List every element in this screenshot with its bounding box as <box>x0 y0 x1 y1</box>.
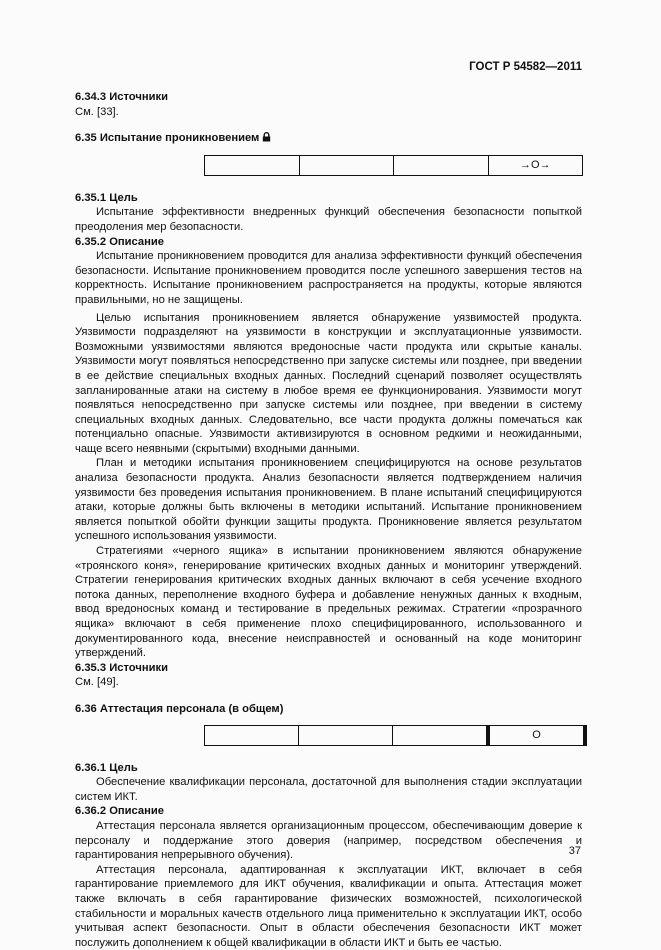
lifecycle-cell: O <box>532 728 541 741</box>
section-title: 6.35 Испытание проникновением <box>75 132 260 145</box>
paragraph: Обеспечение квалификации персонала, достаточной для выполнения стадии эксплуатации систем ИКТ. <box>75 776 582 803</box>
paragraph: Аттестация персонала является организационным процессом, обеспечивающим доверие к персоналу и поддержание этого доверия (например, посредством обеспечения и гарантирования непрерывного обучения). <box>75 819 582 862</box>
lifecycle-cell: →O→ <box>489 156 584 175</box>
section-heading-6-35-2: 6.35.2 Описание <box>75 235 164 248</box>
padlock-icon <box>262 132 271 147</box>
paragraph: Испытание проникновением проводится для анализа эффективности функций обеспечения безопасности. Испытание проникновением проводится после успешного завершения тестов на корректность. Испытание проникновением распространяется на продукты, которые являются правильными, но не защищены. <box>75 250 582 306</box>
lifecycle-cell <box>300 156 395 175</box>
section-heading-6-36-1: 6.36.1 Цель <box>75 761 138 774</box>
lifecycle-cell <box>205 156 300 175</box>
section-heading-6-36: 6.36 Аттестация персонала (в общем) <box>75 702 284 715</box>
section-heading-6-35 <box>75 131 582 147</box>
page-number: 37 <box>568 845 581 857</box>
section-heading-6-35-1: 6.35.1 Цель <box>75 191 138 204</box>
section-heading-6-34-3: 6.34.3 Источники <box>75 91 168 103</box>
reference-text: См. [49]. <box>75 676 119 689</box>
section-heading-6-35-3: 6.35.3 Источники <box>75 661 168 674</box>
paragraph: Испытание эффективности внедренных функций обеспечения безопасности попыткой преодоления мер безопасности. <box>75 206 582 233</box>
lifecycle-table <box>204 155 583 176</box>
paragraph: План и методики испытания проникновением специфицируются на основе результатов анализа безопасности продукта. Анализ безопасности является подтверждением наличия уязвимости без проведения испытания проникновением. В плане испытаний специфицируются атаки, которые должны быть включены в методики испытаний. Испытание проникновением является попыткой обойти функции защиты продукта. Проникновение является результатом успешного использования уязвимости. <box>75 457 582 543</box>
lifecycle-cell <box>394 156 489 175</box>
section-heading-6-36-2: 6.36.2 Описание <box>75 805 164 818</box>
document-body <box>75 90 582 950</box>
reference-text: См. [33]. <box>75 105 119 118</box>
paragraph: Аттестация персонала, адаптированная к эксплуатации ИКТ, включает в себя гарантирование приемлемого для ИКТ обучения, квалификации и опыта. Аттестация может также включать в себя гарантирование физических возможностей, психологической стабильности и моральных качеств отдельного лица применительно к эксплуатации ИКТ, особо учитывая аспект безопасности. Опыт в области обеспечения безопасности ИКТ может послужить дополнением к общей квалификации в области ИКТ и быть ее частью. <box>75 863 582 949</box>
lifecycle-table <box>204 725 587 746</box>
lifecycle-cell <box>205 726 299 745</box>
lifecycle-cell <box>299 726 393 745</box>
paragraph: Целью испытания проникновением является обнаружение уязвимостей продукта. Уязвимости подразделяют на уязвимости в конструкции и эксплуатационные уязвимости. Возможными уязвимостями являются вредоносные части продукта или скрытые каналы. Уязвимости могут появляться непосредственно при запуске системы или позднее, при введении в ее действие специальных входных данных. Последний сценарий позволяет осуществлять запланированные атаки на систему в любое время ее функционирования. Уязвимости могут появляться непосредственно при запуске системы или позднее, при введении в систему специальных входных данных. Следовательно, все части продукта должны помечаться как потенциально опасные. Уязвимости активизируются в основном редкими и неожиданными, чаще всего неявными (скрытыми) входными данными. <box>75 311 582 455</box>
standard-code: ГОСТ Р 54582—2011 <box>469 61 582 73</box>
lifecycle-cell <box>393 726 490 745</box>
paragraph: Стратегиями «черного ящика» в испытании проникновением являются обнаружение «троянского коня», генерирование критических входных данных и мониторинг утверждений. Стратегии генерирования критических входных данных включают в себя усечение входного потока данных, переполнение входного буфера и добавление ненужных данных к входным, ввод вредоносных команд и тестирование в предельных режимах. Стратегии «прозрачного ящика» включают в себя применение плохо специфицированного, использованного и документированного кода, внесение неисправностей и основанный на коде мониторинг утверждений. <box>75 545 582 660</box>
